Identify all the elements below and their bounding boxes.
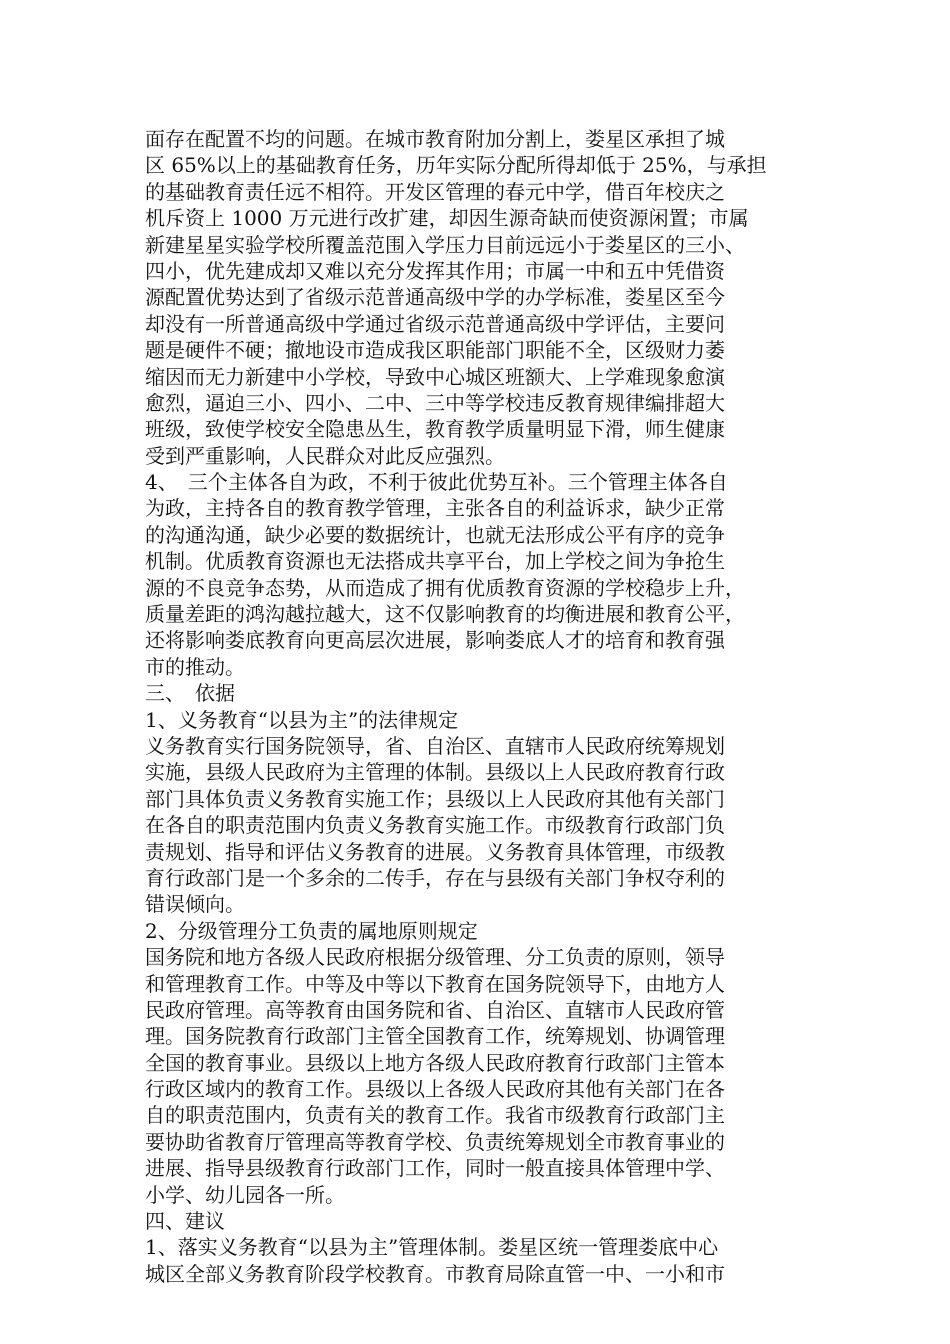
text-line: 自的职责范围内，负责有关的教育工作。我省市级教育行政部门主 <box>145 1103 725 1128</box>
text-line: 实施，县级人民政府为主管理的体制。县级以上人民政府教育行政 <box>145 760 725 785</box>
text-line: 还将影响娄底教育向更高层次进展，影响娄底人才的培育和教育强 <box>145 628 725 653</box>
text-line: 却没有一所普通高级中学通过省级示范普通高级中学评估，主要问 <box>145 311 725 336</box>
text-line: 新建星星实验学校所覆盖范围入学压力目前远远小于娄星区的三小、 <box>145 232 745 257</box>
text-line: 全国的教育事业。县级以上地方各级人民政府教育行政部门主管本 <box>145 1050 725 1075</box>
text-line: 义务教育实行国务院领导，省、自治区、直辖市人民政府统筹规划 <box>145 733 725 758</box>
text-line: 机制。优质教育资源也无法搭成共享平台，加上学校之间为争抢生 <box>145 549 725 574</box>
text-line: 受到严重影响，人民群众对此反应强烈。 <box>145 443 505 468</box>
text-line: 1、落实义务教育“以县为主”管理体制。娄星区统一管理娄底中心 <box>145 1235 719 1260</box>
text-line: 四小，优先建成却又难以充分发挥其作用；市属一中和五中凭借资 <box>145 258 725 283</box>
text-line: 责规划、指导和评估义务教育的进展。义务教育具体管理，市级教 <box>145 839 725 864</box>
text-line: 市的推动。 <box>145 654 245 679</box>
text-line: 部门具体负责义务教育实施工作；县级以上人民政府其他有关部门 <box>145 786 725 811</box>
text-line: 和管理教育工作。中等及中等以下教育在国务院领导下，由地方人 <box>145 971 725 996</box>
text-line: 进展、指导县级教育行政部门工作，同时一般直接具体管理中学、 <box>145 1156 725 1181</box>
text-line: 小学、幼儿园各一所。 <box>145 1182 345 1207</box>
text-line: 2、分级管理分工负责的属地原则规定 <box>145 918 478 943</box>
text-line: 源配置优势达到了省级示范普通高级中学的办学标准，娄星区至今 <box>145 285 725 310</box>
text-line: 愈烈，逼迫三小、四小、二中、三中等学校违反教育规律编排超大 <box>145 390 725 415</box>
text-line: 要协助省教育厅管理高等教育学校、负责统筹规划全市教育事业的 <box>145 1129 725 1154</box>
text-line: 为政，主持各自的教育教学管理，主张各自的利益诉求，缺少正常 <box>145 496 725 521</box>
text-line: 民政府管理。高等教育由国务院和省、自治区、直辖市人民政府管 <box>145 997 725 1022</box>
text-line: 4、 三个主体各自为政，不利于彼此优势互补。三个管理主体各自 <box>145 470 728 495</box>
text-line: 的沟通沟通，缺少必要的数据统计，也就无法形成公平有序的竞争 <box>145 522 725 547</box>
text-line: 面存在配置不均的问题。在城市教育附加分割上，娄星区承担了城 <box>145 127 725 151</box>
text-line: 缩因而无力新建中小学校，导致中心城区班额大、上学难现象愈演 <box>145 364 725 389</box>
text-line: 机斥资上 1000 万元进行改扩建，却因生源奇缺而使资源闲置；市属 <box>145 206 749 231</box>
text-line: 国务院和地方各级人民政府根据分级管理、分工负责的原则，领导 <box>145 945 725 970</box>
text-line: 班级，致使学校安全隐患丛生，教育教学质量明显下滑，师生健康 <box>145 417 725 442</box>
text-line: 的基础教育责任远不相符。开发区管理的春元中学，借百年校庆之 <box>145 179 725 204</box>
body-text <box>145 126 807 1287</box>
text-line: 育行政部门是一个多余的二传手，存在与县级有关部门争权夺利的 <box>145 865 725 890</box>
text-line: 题是硬件不硬；撤地设市造成我区职能部门职能不全，区级财力萎 <box>145 338 725 363</box>
text-line: 理。国务院教育行政部门主管全国教育工作，统筹规划、协调管理 <box>145 1024 725 1049</box>
text-line: 在各自的职责范围内负责义务教育实施工作。市级教育行政部门负 <box>145 813 725 838</box>
text-line: 错误倾向。 <box>145 892 245 917</box>
text-line: 四、建议 <box>145 1209 225 1234</box>
text-line: 源的不良竞争态势，从而造成了拥有优质教育资源的学校稳步上升， <box>145 575 745 600</box>
text-line: 质量差距的鸿沟越拉越大，这不仅影响教育的均衡进展和教育公平， <box>145 602 745 627</box>
text-line: 城区全部义务教育阶段学校教育。市教育局除直管一中、一小和市 <box>145 1261 725 1286</box>
text-line: 1、义务教育“以县为主”的法律规定 <box>145 707 459 732</box>
text-line: 区 65%以上的基础教育任务，历年实际分配所得却低于 25%，与承担 <box>145 153 767 178</box>
text-line: 三、 依据 <box>145 681 235 706</box>
text-line: 行政区域内的教育工作。县级以上各级人民政府其他有关部门在各 <box>145 1077 725 1102</box>
